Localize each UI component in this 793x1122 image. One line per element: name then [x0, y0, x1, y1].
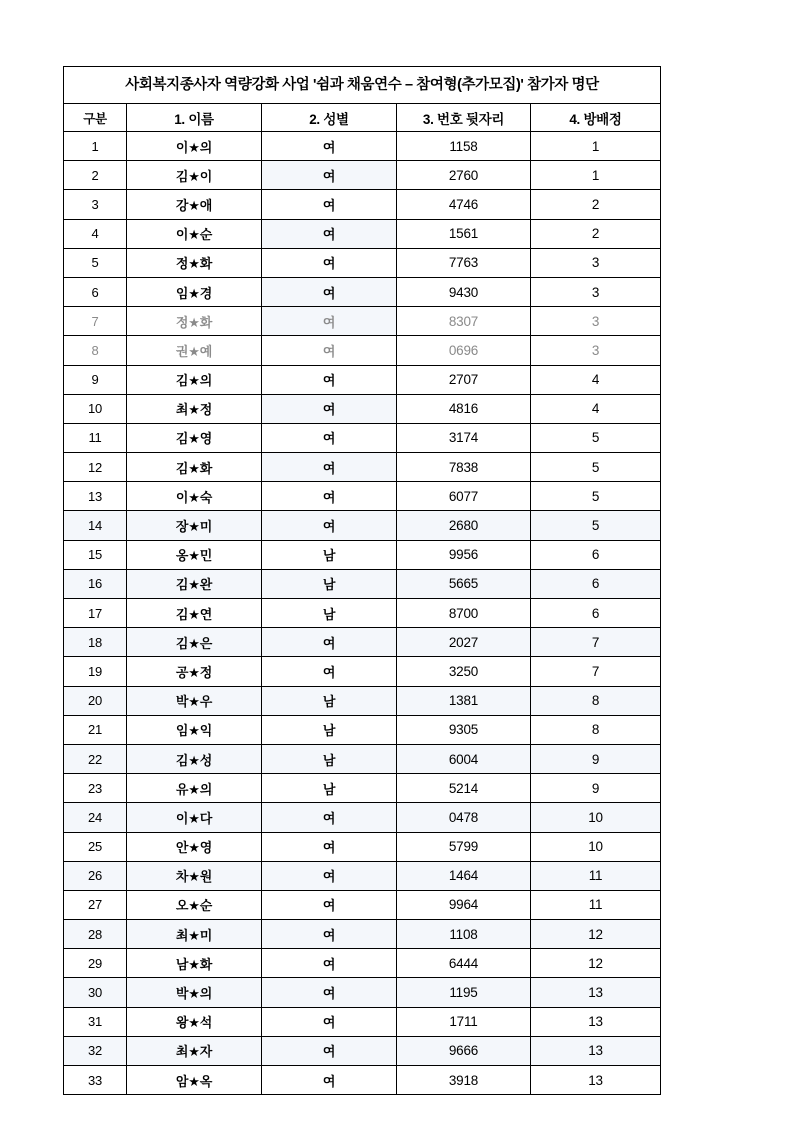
- cell-tail: 9964: [397, 890, 531, 919]
- cell-room: 11: [531, 861, 661, 890]
- cell-tail: 8307: [397, 307, 531, 336]
- column-header-row: [64, 104, 661, 132]
- cell-gender: 남: [262, 686, 397, 715]
- cell-no: 26: [64, 861, 127, 890]
- cell-gender: 여: [262, 861, 397, 890]
- cell-name: 암★옥: [127, 1066, 262, 1095]
- cell-tail: 3174: [397, 423, 531, 452]
- table-row: [64, 511, 661, 540]
- cell-gender: 여: [262, 657, 397, 686]
- cell-name: 김★화: [127, 453, 262, 482]
- cell-no: 18: [64, 628, 127, 657]
- cell-room: 8: [531, 686, 661, 715]
- cell-no: 28: [64, 920, 127, 949]
- cell-room: 13: [531, 1036, 661, 1065]
- cell-no: 27: [64, 890, 127, 919]
- table-row: [64, 219, 661, 248]
- cell-room: 7: [531, 628, 661, 657]
- cell-name: 최★미: [127, 920, 262, 949]
- cell-name: 남★화: [127, 949, 262, 978]
- cell-room: 4: [531, 394, 661, 423]
- cell-no: 16: [64, 569, 127, 598]
- cell-room: 2: [531, 190, 661, 219]
- cell-gender: 여: [262, 132, 397, 161]
- cell-tail: 6004: [397, 744, 531, 773]
- table-row: [64, 890, 661, 919]
- table-row: [64, 1066, 661, 1095]
- table-row: [64, 248, 661, 277]
- cell-no: 11: [64, 423, 127, 452]
- cell-name: 이★다: [127, 803, 262, 832]
- cell-no: 20: [64, 686, 127, 715]
- cell-tail: 5214: [397, 774, 531, 803]
- document-title-cell: [64, 67, 661, 104]
- table-row: [64, 657, 661, 686]
- cell-gender: 남: [262, 774, 397, 803]
- cell-name: 장★미: [127, 511, 262, 540]
- cell-tail: 7838: [397, 453, 531, 482]
- cell-tail: 6444: [397, 949, 531, 978]
- cell-room: 9: [531, 744, 661, 773]
- cell-gender: 여: [262, 248, 397, 277]
- cell-gender: 남: [262, 540, 397, 569]
- table-row: [64, 1036, 661, 1065]
- column-header-no: 구분: [64, 104, 127, 132]
- cell-no: 1: [64, 132, 127, 161]
- cell-gender: 여: [262, 277, 397, 306]
- cell-no: 24: [64, 803, 127, 832]
- cell-name: 이★순: [127, 219, 262, 248]
- cell-gender: 여: [262, 1066, 397, 1095]
- cell-gender: 여: [262, 365, 397, 394]
- column-header-gender: 2. 성별: [262, 104, 397, 132]
- cell-tail: 2680: [397, 511, 531, 540]
- cell-name: 임★경: [127, 277, 262, 306]
- cell-no: 30: [64, 978, 127, 1007]
- cell-name: 임★익: [127, 715, 262, 744]
- cell-no: 29: [64, 949, 127, 978]
- table-row: [64, 978, 661, 1007]
- cell-room: 13: [531, 1066, 661, 1095]
- cell-name: 최★정: [127, 394, 262, 423]
- cell-room: 13: [531, 978, 661, 1007]
- cell-name: 차★원: [127, 861, 262, 890]
- table-row: [64, 744, 661, 773]
- cell-gender: 여: [262, 832, 397, 861]
- cell-tail: 1108: [397, 920, 531, 949]
- table-row: [64, 1007, 661, 1036]
- cell-name: 김★영: [127, 423, 262, 452]
- cell-name: 김★의: [127, 365, 262, 394]
- cell-name: 안★영: [127, 832, 262, 861]
- cell-name: 오★순: [127, 890, 262, 919]
- cell-tail: 2707: [397, 365, 531, 394]
- table-row: [64, 307, 661, 336]
- cell-room: 10: [531, 832, 661, 861]
- cell-room: 6: [531, 569, 661, 598]
- table-row: [64, 423, 661, 452]
- cell-no: 21: [64, 715, 127, 744]
- column-header-name: 1. 이름: [127, 104, 262, 132]
- cell-name: 유★의: [127, 774, 262, 803]
- table-row: [64, 336, 661, 365]
- table-body: [64, 132, 661, 1095]
- cell-gender: 여: [262, 890, 397, 919]
- table-row: [64, 628, 661, 657]
- cell-room: 5: [531, 482, 661, 511]
- cell-no: 13: [64, 482, 127, 511]
- cell-tail: 2760: [397, 161, 531, 190]
- cell-gender: 남: [262, 744, 397, 773]
- cell-tail: 7763: [397, 248, 531, 277]
- table-row: [64, 774, 661, 803]
- cell-room: 3: [531, 307, 661, 336]
- cell-no: 17: [64, 599, 127, 628]
- cell-name: 옹★민: [127, 540, 262, 569]
- cell-room: 1: [531, 161, 661, 190]
- cell-room: 4: [531, 365, 661, 394]
- cell-tail: 1158: [397, 132, 531, 161]
- cell-room: 3: [531, 336, 661, 365]
- cell-name: 권★예: [127, 336, 262, 365]
- table-row: [64, 686, 661, 715]
- cell-tail: 6077: [397, 482, 531, 511]
- cell-gender: 여: [262, 1007, 397, 1036]
- table-row: [64, 599, 661, 628]
- cell-name: 최★자: [127, 1036, 262, 1065]
- cell-tail: 9956: [397, 540, 531, 569]
- table-row: [64, 161, 661, 190]
- table-row: [64, 190, 661, 219]
- page-title: 사회복지종사자 역량강화 사업 '쉼과 채움연수 – 참여형(추가모집)' 참가자 명단: [125, 77, 599, 93]
- cell-gender: 여: [262, 628, 397, 657]
- cell-name: 김★완: [127, 569, 262, 598]
- cell-room: 1: [531, 132, 661, 161]
- cell-tail: 0478: [397, 803, 531, 832]
- cell-gender: 여: [262, 803, 397, 832]
- table-row: [64, 394, 661, 423]
- table-row: [64, 482, 661, 511]
- cell-tail: 1381: [397, 686, 531, 715]
- cell-room: 5: [531, 423, 661, 452]
- cell-name: 김★이: [127, 161, 262, 190]
- table-row: [64, 132, 661, 161]
- cell-name: 김★성: [127, 744, 262, 773]
- cell-tail: 1464: [397, 861, 531, 890]
- cell-gender: 여: [262, 453, 397, 482]
- table-head: [64, 67, 661, 132]
- cell-gender: 여: [262, 1036, 397, 1065]
- cell-no: 7: [64, 307, 127, 336]
- cell-tail: 9666: [397, 1036, 531, 1065]
- cell-tail: 4816: [397, 394, 531, 423]
- cell-no: 3: [64, 190, 127, 219]
- cell-name: 강★애: [127, 190, 262, 219]
- cell-gender: 여: [262, 394, 397, 423]
- cell-room: 6: [531, 599, 661, 628]
- table-row: [64, 277, 661, 306]
- cell-gender: 여: [262, 161, 397, 190]
- cell-room: 11: [531, 890, 661, 919]
- cell-no: 10: [64, 394, 127, 423]
- cell-tail: 1711: [397, 1007, 531, 1036]
- cell-name: 공★정: [127, 657, 262, 686]
- column-header-tail: 3. 번호 뒷자리: [397, 104, 531, 132]
- table-row: [64, 861, 661, 890]
- title-row: [64, 67, 661, 104]
- cell-room: 3: [531, 277, 661, 306]
- cell-gender: 남: [262, 599, 397, 628]
- cell-tail: 9430: [397, 277, 531, 306]
- cell-room: 8: [531, 715, 661, 744]
- cell-name: 김★연: [127, 599, 262, 628]
- cell-room: 7: [531, 657, 661, 686]
- cell-tail: 2027: [397, 628, 531, 657]
- cell-no: 12: [64, 453, 127, 482]
- cell-tail: 5665: [397, 569, 531, 598]
- cell-no: 14: [64, 511, 127, 540]
- cell-gender: 여: [262, 949, 397, 978]
- cell-room: 13: [531, 1007, 661, 1036]
- cell-no: 32: [64, 1036, 127, 1065]
- cell-no: 33: [64, 1066, 127, 1095]
- cell-no: 8: [64, 336, 127, 365]
- table-row: [64, 569, 661, 598]
- table-row: [64, 365, 661, 394]
- cell-gender: 여: [262, 190, 397, 219]
- table-row: [64, 920, 661, 949]
- table-row: [64, 949, 661, 978]
- cell-no: 23: [64, 774, 127, 803]
- cell-room: 10: [531, 803, 661, 832]
- cell-room: 6: [531, 540, 661, 569]
- cell-room: 2: [531, 219, 661, 248]
- table-row: [64, 540, 661, 569]
- cell-tail: 1195: [397, 978, 531, 1007]
- cell-room: 12: [531, 949, 661, 978]
- participant-roster-table: [63, 66, 661, 1095]
- cell-tail: 5799: [397, 832, 531, 861]
- cell-name: 정★화: [127, 307, 262, 336]
- cell-name: 박★의: [127, 978, 262, 1007]
- cell-no: 22: [64, 744, 127, 773]
- cell-tail: 3250: [397, 657, 531, 686]
- cell-no: 15: [64, 540, 127, 569]
- cell-tail: 0696: [397, 336, 531, 365]
- cell-name: 이★숙: [127, 482, 262, 511]
- cell-room: 9: [531, 774, 661, 803]
- cell-tail: 9305: [397, 715, 531, 744]
- table-row: [64, 453, 661, 482]
- table-row: [64, 832, 661, 861]
- cell-room: 5: [531, 511, 661, 540]
- cell-name: 박★우: [127, 686, 262, 715]
- cell-no: 31: [64, 1007, 127, 1036]
- cell-gender: 여: [262, 978, 397, 1007]
- cell-no: 9: [64, 365, 127, 394]
- table-row: [64, 715, 661, 744]
- cell-tail: 8700: [397, 599, 531, 628]
- cell-no: 25: [64, 832, 127, 861]
- cell-gender: 남: [262, 715, 397, 744]
- cell-room: 5: [531, 453, 661, 482]
- cell-tail: 1561: [397, 219, 531, 248]
- cell-name: 정★화: [127, 248, 262, 277]
- cell-no: 6: [64, 277, 127, 306]
- roster-document: [63, 66, 660, 1095]
- cell-no: 5: [64, 248, 127, 277]
- cell-gender: 여: [262, 920, 397, 949]
- cell-gender: 여: [262, 336, 397, 365]
- cell-room: 3: [531, 248, 661, 277]
- cell-name: 김★은: [127, 628, 262, 657]
- cell-name: 이★의: [127, 132, 262, 161]
- cell-no: 4: [64, 219, 127, 248]
- cell-gender: 여: [262, 219, 397, 248]
- cell-gender: 여: [262, 511, 397, 540]
- cell-tail: 4746: [397, 190, 531, 219]
- cell-gender: 여: [262, 482, 397, 511]
- cell-no: 19: [64, 657, 127, 686]
- cell-name: 왕★석: [127, 1007, 262, 1036]
- cell-room: 12: [531, 920, 661, 949]
- cell-no: 2: [64, 161, 127, 190]
- table-row: [64, 803, 661, 832]
- cell-tail: 3918: [397, 1066, 531, 1095]
- cell-gender: 여: [262, 423, 397, 452]
- column-header-room: 4. 방배정: [531, 104, 661, 132]
- cell-gender: 여: [262, 307, 397, 336]
- cell-gender: 남: [262, 569, 397, 598]
